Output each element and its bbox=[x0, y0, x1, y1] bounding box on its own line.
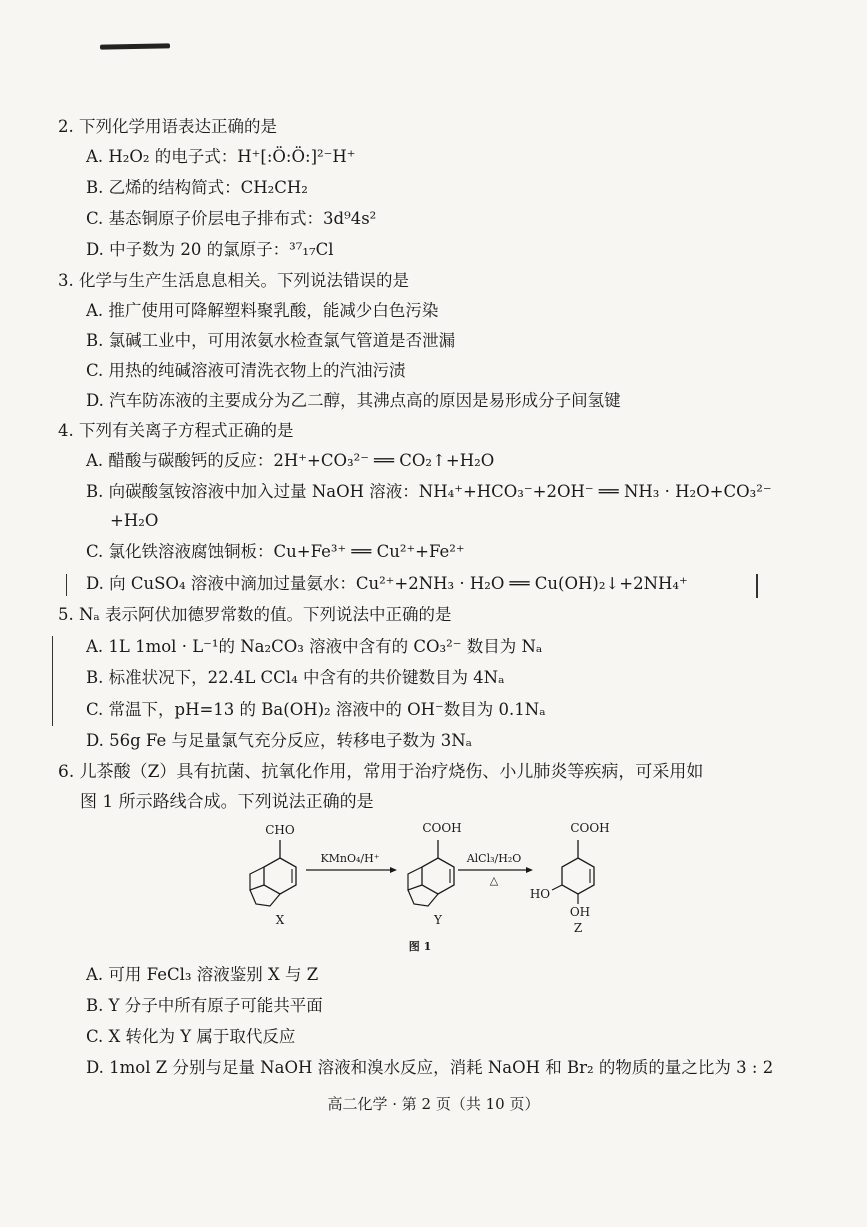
question-3-option-b: B. 氯碱工业中，可用浓氨水检查氯气管道是否泄漏 bbox=[86, 331, 456, 350]
z-ho-label: HO bbox=[529, 887, 551, 901]
question-3-stem: 3. 化学与生产生活息息相关。下列说法错误的是 bbox=[58, 271, 409, 290]
z-oh-label: OH bbox=[569, 905, 591, 919]
label-x: X bbox=[275, 913, 285, 927]
question-6-option-c: C. X 转化为 Y 属于取代反应 bbox=[86, 1027, 296, 1046]
label-y: Y bbox=[434, 913, 442, 927]
synthesis-route-figure bbox=[230, 818, 630, 958]
question-4-option-a: A. 醋酸与碳酸钙的反应：2H⁺+CO₃²⁻ ══ CO₂↑+H₂O bbox=[86, 451, 495, 470]
page-footer: 高二化学 · 第 2 页（共 10 页） bbox=[327, 1095, 540, 1113]
question-3-option-a: A. 推广使用可降解塑料聚乳酸，能减少白色污染 bbox=[86, 301, 439, 320]
question-4-option-d: D. 向 CuSO₄ 溶液中滴加过量氨水：Cu²⁺+2NH₃ · H₂O ══ Cu(OH)₂↓+2NH₄⁺ bbox=[86, 574, 688, 593]
question-5-option-a: A. 1L 1mol · L⁻¹的 Na₂CO₃ 溶液中含有的 CO₃²⁻ 数目为 Nₐ bbox=[86, 637, 543, 656]
question-4-option-c: C. 氯化铁溶液腐蚀铜板：Cu+Fe³⁺ ══ Cu²⁺+Fe²⁺ bbox=[86, 542, 465, 561]
question-2-option-d: D. 中子数为 20 的氯原子：³⁷₁₇Cl bbox=[86, 240, 334, 259]
question-6-stem-line1: 6. 儿茶酸（Z）具有抗菌、抗氧化作用，常用于治疗烧伤、小儿肺炎等疾病，可采用如 bbox=[58, 762, 704, 782]
molecule-y bbox=[408, 821, 462, 927]
question-2-stem: 2. 下列化学用语表达正确的是 bbox=[58, 117, 277, 136]
question-6-stem-line2: 图 1 所示路线合成。下列说法正确的是 bbox=[80, 792, 374, 812]
reagent-1: KMnO₄/H⁺ bbox=[320, 852, 380, 865]
question-4-stem: 4. 下列有关离子方程式正确的是 bbox=[58, 421, 294, 440]
label-z: Z bbox=[573, 921, 583, 935]
reagent-2: AlCl₃/H₂O bbox=[466, 852, 522, 865]
question-3-option-c: C. 用热的纯碱溶液可清洗衣物上的汽油污渍 bbox=[86, 361, 406, 380]
scan-artifact bbox=[52, 636, 53, 726]
question-4-option-b-cont: +H₂O bbox=[110, 511, 159, 530]
scan-artifact bbox=[66, 574, 67, 596]
question-5-option-b: B. 标准状况下，22.4L CCl₄ 中含有的共价键数目为 4Nₐ bbox=[86, 668, 505, 687]
question-4-option-b: B. 向碳酸氢铵溶液中加入过量 NaOH 溶液：NH₄⁺+HCO₃⁻+2OH⁻ ══ NH₃ · H₂O+CO₃²⁻ bbox=[86, 482, 772, 501]
question-5-stem: 5. Nₐ 表示阿伏加德罗常数的值。下列说法中正确的是 bbox=[58, 605, 452, 624]
question-5-option-c: C. 常温下，pH=13 的 Ba(OH)₂ 溶液中的 OH⁻数目为 0.1Nₐ bbox=[86, 700, 546, 719]
figure-caption: 图 1 bbox=[408, 940, 432, 953]
scan-artifact bbox=[756, 574, 758, 598]
x-cho-label: CHO bbox=[265, 823, 295, 837]
reaction-arrow-2 bbox=[458, 852, 533, 887]
reaction-arrow-1 bbox=[306, 852, 397, 873]
molecule-x bbox=[250, 823, 296, 927]
scan-mark bbox=[100, 43, 170, 49]
question-2-option-b: B. 乙烯的结构简式：CH₂CH₂ bbox=[86, 178, 308, 197]
question-5-option-d: D. 56g Fe 与足量氯气充分反应，转移电子数为 3Nₐ bbox=[86, 731, 473, 750]
question-6-option-b: B. Y 分子中所有原子可能共平面 bbox=[86, 996, 323, 1015]
question-6-option-a: A. 可用 FeCl₃ 溶液鉴别 X 与 Z bbox=[86, 965, 319, 984]
heat-symbol: △ bbox=[489, 874, 499, 887]
question-2-option-a: A. H₂O₂ 的电子式：H⁺[:Ö:Ö:]²⁻H⁺ bbox=[86, 147, 356, 166]
molecule-z bbox=[530, 821, 610, 935]
question-6-option-d: D. 1mol Z 分别与足量 NaOH 溶液和溴水反应，消耗 NaOH 和 Br₂ 的物质的量之比为 3 : 2 bbox=[86, 1058, 774, 1077]
question-3-option-d: D. 汽车防冻液的主要成分为乙二醇，其沸点高的原因是易形成分子间氢键 bbox=[86, 391, 621, 410]
question-2-option-c: C. 基态铜原子价层电子排布式：3d⁹4s² bbox=[86, 209, 377, 228]
z-cooh-label: COOH bbox=[570, 821, 610, 835]
y-cooh-label: COOH bbox=[422, 821, 462, 835]
